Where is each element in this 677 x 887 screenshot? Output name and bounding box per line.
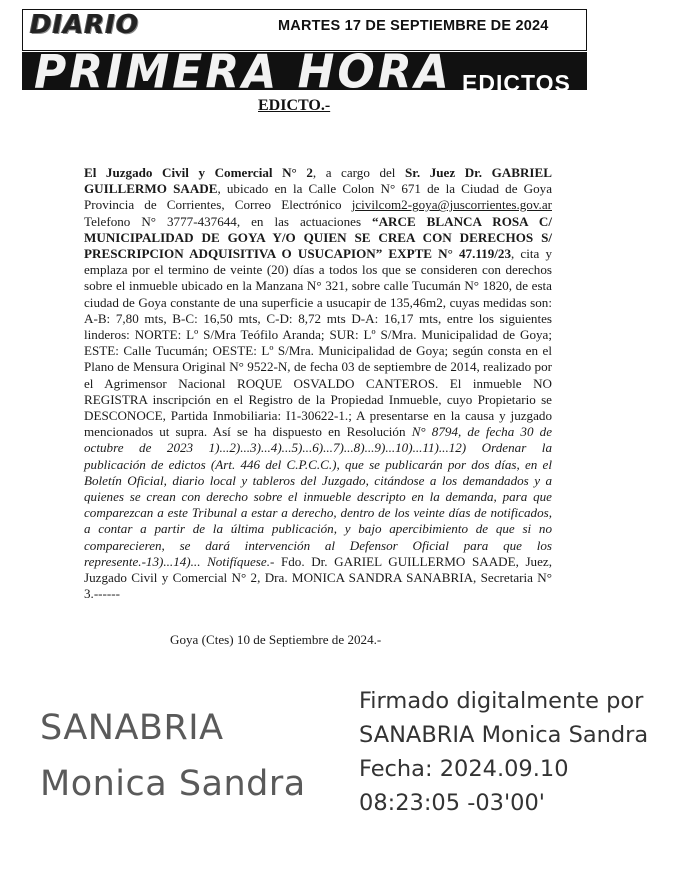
signature-line: 08:23:05 -03'00' xyxy=(359,790,545,816)
signature-name xyxy=(40,700,306,812)
place-and-date: Goya (Ctes) 10 de Septiembre de 2024.- xyxy=(170,632,382,647)
edict-body xyxy=(84,165,552,602)
body-text-segment: , cita y emplaza por el termino de veinte (20) días a todos los que se consideren con derechos sobre el inmueble ubicado en la Manzana N° 321, sobre calle Tucumán N° 1820, de esta ciudad de Goya constante de una superficie a usucapir de 135,46m2, cuyas medidas son: A-B: 7,80 mts, B-C: 16,50 mts, C-D: 8,72 mts D-A: 16,17 mts, entre los siguientes linderos: NORTE: Lº S/Mra Teófilo Aranda; SUR: Lº S/Mra. Municipalidad de Goya; ESTE: Calle Tucumán; OESTE: Lº S/Mra. Municipalidad de Goya; según consta en el Plano de Mensura Original N° 9522-N, de fecha 03 de septiembre de 2014, realizado por el Agrimensor Nacional ROQUE OSVALDO CANTEROS. El inmueble NO REGISTRA inscripción en el Registro de la Propiedad Inmueble, cuyo Propietario se DESCONOCE, Partida Inmobiliaria: I1-30622-1.; A presentarse en la causa y juzgado mencionados ut supra. Así se ha dispuesto en Resolución xyxy=(84,246,552,440)
digital-signature-block xyxy=(359,684,648,820)
court-email-link[interactable]: jcivilcom2-goya@juscorrientes.gov.ar xyxy=(351,197,552,213)
newspaper-title: PRIMERA HORA xyxy=(34,52,452,90)
masthead-diario: DIARIO xyxy=(30,10,140,40)
body-text-segment: Telefono N° 3777-437644, en las actuaciones xyxy=(84,213,373,229)
edict-paragraph xyxy=(84,165,552,602)
document-heading: EDICTO.- xyxy=(258,97,331,114)
section-label: EDICTOS xyxy=(462,70,571,96)
judge-name: Sr. Juez Dr. GABRIEL GUILLERMO SAADE xyxy=(84,165,552,197)
publication-date: MARTES 17 DE SEPTIEMBRE DE 2024 xyxy=(278,18,549,34)
signature-line: Firmado digitalmente por xyxy=(359,688,644,714)
case-title: “ARCE BLANCA ROSA C/ MUNICIPALIDAD DE GOYA Y/O QUIEN SE CREA CON DERECHOS S/ PRESCRIPCION ADQUISITIVA O USUCAPION” EXPTE N° 47.119/23 xyxy=(84,213,552,262)
signature-line: Fecha: 2024.09.10 xyxy=(359,756,569,782)
body-text-segment: , a cargo del xyxy=(312,165,405,180)
resolution-text: N° 8794, de fecha 30 de octubre de 2023 1)...2)...3)...4)...5)...6)...7)...8)...9)...10)...11)...12) Ordenar la publicación de edictos (Art. 446 del C.P.C.C.), que se publicarán por dos días, en el Boletín Oficial, diario local y tableros del Juzgado, citándose a los demandados y a quienes se crean con derecho sobre el inmueble descripto en la demanda, para que comparezcan a este Tribunal a estar a derecho, dentro de los veinte días de notificados, a contar a partir de la última publicación, y bajo apercibimiento de que si no comparecieren, se dará intervención al Defensor Oficial para que los represente.-13)...14)... Notifíquese.- xyxy=(84,424,553,569)
signature-line: SANABRIA Monica Sandra xyxy=(359,722,649,748)
court-name: El Juzgado Civil y Comercial N° 2 xyxy=(84,165,313,180)
body-text-segment: , ubicado en la Calle Colon N° 671 de la Ciudad de Goya Provincia de Corrientes, Correo Electrónico xyxy=(84,181,553,213)
signature-given-names: Monica Sandra xyxy=(40,764,306,804)
signature-surname: SANABRIA xyxy=(40,708,224,748)
body-text-segment: Fdo. Dr. GARIEL GUILLERMO SAADE, Juez, Juzgado Civil y Comercial N° 2, Dra. MONICA SANDRA SANABRIA, Secretaria N° 3.------ xyxy=(84,553,553,602)
